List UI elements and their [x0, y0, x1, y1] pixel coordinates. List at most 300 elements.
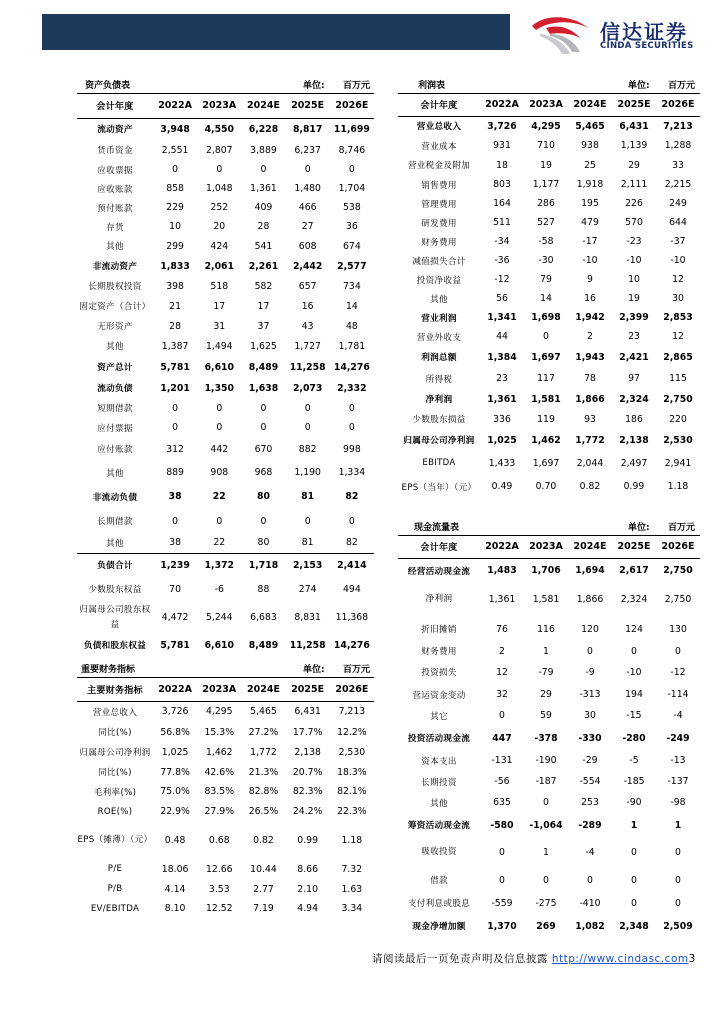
- value-cell: -13: [670, 755, 686, 766]
- value-cell: 20: [213, 221, 226, 232]
- value-cell: 1,361: [487, 393, 517, 405]
- value-cell: 2,324: [619, 393, 649, 405]
- value-cell: -36: [494, 255, 510, 266]
- value-cell: 11,368: [335, 612, 369, 623]
- table-row: [77, 722, 374, 742]
- value-cell: 336: [493, 413, 511, 425]
- value-cell: 0: [675, 897, 681, 909]
- value-cell: 2,551: [161, 144, 189, 156]
- value-cell: 1,866: [576, 594, 604, 605]
- value-cell: 120: [581, 623, 599, 635]
- value-cell: -5: [629, 755, 639, 766]
- value-cell: 2: [587, 331, 593, 342]
- ratios-panel: [77, 656, 374, 918]
- value-cell: 5,781: [160, 639, 190, 651]
- table-row: [77, 899, 374, 918]
- row-label: 折旧摊销: [421, 625, 457, 635]
- value-cell: 3,726: [161, 706, 189, 718]
- value-cell: 37: [257, 320, 270, 332]
- row-label: 净利润: [425, 594, 453, 604]
- value-cell: 889: [166, 467, 184, 478]
- table-row: [398, 429, 700, 451]
- value-cell: 6,228: [248, 123, 279, 135]
- row-label: 应收账款: [97, 184, 133, 195]
- value-cell: 0: [216, 515, 223, 527]
- value-cell: 1.63: [341, 883, 363, 895]
- value-cell: 1.18: [341, 835, 363, 846]
- value-cell: 1,942: [575, 312, 605, 323]
- row-label: 净利润: [425, 395, 453, 405]
- value-cell: 0: [499, 874, 505, 886]
- row-label: 长期股权投资: [88, 282, 142, 292]
- value-cell: 998: [343, 443, 361, 455]
- value-cell: 710: [537, 140, 555, 151]
- cinda-logo-icon: [528, 12, 594, 56]
- page-footer: [372, 951, 696, 966]
- header-year-cell: 2023A: [524, 536, 568, 558]
- value-cell: 9: [587, 274, 593, 285]
- value-cell: 0: [172, 164, 179, 175]
- cashflow-title-row: [398, 514, 700, 536]
- value-cell: 82.1%: [337, 786, 367, 797]
- value-cell: 2,261: [248, 260, 279, 272]
- value-cell: 479: [581, 217, 599, 228]
- table-row: [398, 289, 700, 308]
- value-cell: 1,201: [160, 382, 190, 394]
- value-cell: 582: [254, 280, 273, 292]
- value-cell: 195: [581, 198, 599, 209]
- row-label: ROE(%): [97, 806, 133, 817]
- value-cell: 0: [260, 164, 267, 175]
- value-cell: 27.2%: [248, 726, 279, 738]
- header-year-cell: 2023A: [197, 94, 241, 118]
- value-cell: 15.3%: [204, 726, 235, 738]
- header-year-cell: 2026E: [656, 536, 700, 558]
- value-cell: 10: [169, 221, 182, 232]
- value-cell: 1,918: [576, 179, 604, 190]
- row-label: 归属母公司净利润: [79, 748, 151, 758]
- value-cell: 24.2%: [292, 806, 323, 817]
- value-cell: 0: [304, 402, 311, 414]
- value-cell: 0: [675, 847, 681, 858]
- value-cell: -10: [670, 255, 686, 266]
- value-cell: 5,244: [205, 612, 233, 623]
- value-cell: 1,704: [338, 183, 366, 194]
- table-row: [398, 892, 700, 914]
- value-cell: 570: [625, 217, 643, 228]
- table-row: [77, 336, 374, 356]
- value-cell: 0: [348, 164, 355, 175]
- row-label: 筹资活动现金流: [407, 821, 471, 831]
- value-cell: 0: [675, 874, 681, 886]
- table-row: [77, 256, 374, 276]
- value-cell: 1,190: [294, 467, 321, 478]
- balance-sheet-title-row: [77, 72, 374, 94]
- value-cell: 2: [499, 645, 505, 657]
- value-cell: 18.06: [161, 863, 189, 875]
- value-cell: -12: [670, 666, 686, 678]
- row-label: 研发费用: [421, 218, 457, 229]
- row-label: 其它: [430, 711, 448, 722]
- table-header-row: [77, 94, 374, 118]
- value-cell: 229: [166, 202, 184, 213]
- value-cell: 0: [675, 645, 681, 657]
- row-label: 营运资金变动: [412, 690, 466, 701]
- income-statement-title: 利润表: [418, 81, 446, 91]
- table-row: [77, 859, 374, 879]
- table-row: [398, 327, 700, 346]
- value-cell: 2,530: [663, 434, 693, 446]
- value-cell: 0: [587, 645, 593, 657]
- value-cell: -9: [585, 666, 595, 678]
- row-label: 资产总计: [97, 363, 133, 373]
- value-cell: 0.99: [297, 835, 318, 846]
- table-row: [77, 418, 374, 437]
- value-cell: 494: [343, 583, 361, 595]
- row-label: 长期投资: [421, 777, 457, 788]
- value-cell: 0: [587, 874, 593, 886]
- row-label: 营业外收支: [416, 332, 462, 343]
- row-label: 非流动资产: [92, 262, 138, 272]
- value-cell: 674: [343, 240, 361, 252]
- table-row: [77, 118, 374, 140]
- table-row: [77, 236, 374, 256]
- header-bar: [42, 14, 510, 50]
- value-cell: 6,610: [204, 361, 234, 373]
- row-label: 其他: [430, 798, 448, 809]
- value-cell: 299: [166, 240, 184, 252]
- header-year-cell: 2025E: [612, 536, 656, 558]
- row-label: 销售费用: [421, 180, 457, 191]
- value-cell: -4: [585, 847, 595, 858]
- value-cell: -410: [579, 897, 601, 909]
- value-cell: 0: [348, 402, 355, 414]
- table-row: [398, 792, 700, 813]
- value-cell: 2,215: [664, 179, 692, 190]
- value-cell: 81: [301, 491, 315, 502]
- table-row: [77, 762, 374, 782]
- row-label: 负债合计: [77, 553, 153, 577]
- value-cell: 1: [543, 645, 549, 657]
- row-label: 营业总收入: [416, 122, 462, 133]
- value-cell: 3,726: [487, 120, 517, 132]
- value-cell: -289: [578, 819, 602, 831]
- value-cell: 1,334: [338, 467, 366, 478]
- row-label: 存货: [106, 222, 124, 233]
- value-cell: 80: [256, 491, 270, 502]
- table-row: [77, 701, 374, 722]
- value-cell: 23: [628, 331, 640, 342]
- value-cell: 1,727: [294, 340, 321, 352]
- table-row: [398, 251, 700, 270]
- value-cell: 249: [669, 198, 687, 209]
- value-cell: 409: [254, 202, 273, 213]
- value-cell: -10: [626, 255, 642, 266]
- value-cell: 6,237: [294, 144, 321, 156]
- value-cell: 38: [168, 491, 182, 502]
- value-cell: 1,025: [487, 434, 517, 446]
- value-cell: -12: [494, 274, 510, 285]
- table-row: [398, 726, 700, 750]
- value-cell: 1,625: [250, 340, 277, 352]
- value-cell: 1,177: [532, 179, 560, 190]
- value-cell: 22.9%: [160, 806, 190, 817]
- company-logo: [528, 12, 708, 56]
- value-cell: -10: [582, 255, 598, 266]
- ratios-table: [77, 678, 374, 918]
- value-cell: -131: [491, 755, 513, 766]
- row-label: 长期借款: [97, 517, 133, 527]
- table-row: [398, 116, 700, 136]
- row-label: 货币资金: [97, 146, 133, 156]
- value-cell: 124: [625, 623, 643, 635]
- value-cell: 1,698: [531, 312, 561, 323]
- value-cell: 0: [499, 847, 505, 858]
- row-label: EPS（摊薄）（元）: [77, 835, 153, 845]
- value-cell: -114: [667, 689, 689, 700]
- value-cell: 82: [345, 537, 358, 549]
- value-cell: 23: [496, 373, 508, 384]
- value-cell: 0.82: [579, 481, 601, 492]
- value-cell: 29: [628, 159, 640, 171]
- row-label: 投资净收益: [416, 275, 462, 286]
- value-cell: 14: [345, 300, 358, 312]
- row-label: 固定资产（合计）: [79, 302, 151, 312]
- value-cell: 16: [584, 293, 596, 304]
- table-row: [77, 179, 374, 198]
- value-cell: 43: [301, 320, 314, 332]
- value-cell: 6,683: [250, 612, 277, 623]
- value-cell: 424: [210, 240, 229, 252]
- value-cell: 2,348: [619, 920, 649, 932]
- table-row: [77, 217, 374, 236]
- value-cell: 252: [210, 202, 229, 213]
- cashflow-unit-label: 单位:: [628, 523, 650, 533]
- header-year-cell: 2024E: [568, 94, 612, 116]
- value-cell: 2,138: [294, 746, 321, 758]
- value-cell: 18.3%: [337, 766, 367, 778]
- table-row: [398, 705, 700, 726]
- row-label: 利润总额: [421, 353, 457, 363]
- table-row: [398, 868, 700, 892]
- value-cell: 81: [301, 537, 314, 549]
- value-cell: 527: [537, 217, 555, 228]
- value-cell: 1,718: [241, 553, 285, 577]
- row-label: 应付账款: [97, 445, 133, 455]
- value-cell: -313: [579, 689, 601, 700]
- value-cell: 22: [212, 491, 226, 502]
- value-cell: 70: [169, 583, 182, 595]
- value-cell: 164: [493, 198, 511, 209]
- table-row: [398, 213, 700, 232]
- value-cell: 4,295: [205, 706, 233, 718]
- value-cell: -4: [673, 710, 683, 721]
- value-cell: 1,483: [487, 565, 517, 577]
- value-cell: 538: [343, 202, 361, 213]
- value-cell: 0: [216, 402, 223, 414]
- row-label: 营业利润: [421, 313, 457, 324]
- row-label: 无形资产: [97, 322, 133, 332]
- income-statement-title-row: [398, 72, 700, 94]
- table-row: [77, 801, 374, 822]
- value-cell: 28: [257, 221, 270, 232]
- value-cell: 130: [669, 623, 687, 635]
- value-cell: 1: [674, 819, 682, 831]
- cashflow-title: 现金流量表: [414, 523, 460, 533]
- row-label: EPS（当年）（元）: [401, 482, 477, 493]
- value-cell: 0: [216, 164, 223, 175]
- value-cell: 77.8%: [160, 766, 190, 778]
- value-cell: 0: [260, 515, 267, 527]
- table-row: [77, 577, 374, 601]
- value-cell: 8,489: [248, 361, 279, 373]
- table-row: [77, 356, 374, 378]
- table-row: [398, 389, 700, 409]
- value-cell: 1,772: [575, 434, 605, 446]
- value-cell: 1,372: [197, 553, 241, 577]
- table-row: [398, 232, 700, 251]
- value-cell: 1,581: [532, 594, 560, 605]
- balance-sheet-table: [77, 94, 374, 656]
- value-cell: 21.3%: [248, 766, 279, 778]
- header-label-cell: 会计年度: [77, 94, 153, 118]
- row-label: 其他: [106, 468, 124, 479]
- value-cell: 1,387: [161, 340, 189, 352]
- value-cell: 1,361: [250, 183, 277, 194]
- header-year-cell: 2025E: [612, 94, 656, 116]
- value-cell: 0.48: [164, 835, 186, 846]
- row-label: 投资活动现金流: [407, 734, 471, 744]
- table-row: [77, 378, 374, 398]
- row-label: 非流动负债: [92, 492, 138, 503]
- header-year-cell: 2022A: [480, 536, 524, 558]
- table-row: [398, 175, 700, 194]
- row-label: 预付账款: [97, 203, 133, 214]
- value-cell: 0: [304, 164, 311, 175]
- value-cell: 14: [540, 293, 552, 304]
- value-cell: 10.44: [250, 863, 277, 875]
- value-cell: -137: [667, 776, 689, 787]
- value-cell: 1,462: [531, 434, 561, 446]
- value-cell: -23: [626, 236, 642, 247]
- value-cell: 7.32: [341, 863, 363, 875]
- value-cell: 1,697: [531, 351, 561, 363]
- table-row: [398, 136, 700, 155]
- value-cell: 22: [213, 537, 226, 549]
- value-cell: 1,697: [532, 457, 560, 469]
- value-cell: 26.5%: [248, 806, 279, 817]
- value-cell: 1,139: [620, 140, 648, 151]
- value-cell: 17: [213, 300, 226, 312]
- header-year-cell: 2024E: [241, 94, 285, 118]
- header-year-cell: 2024E: [568, 536, 612, 558]
- value-cell: 1,370: [487, 920, 517, 932]
- value-cell: -580: [490, 819, 514, 831]
- value-cell: 1,361: [488, 594, 516, 605]
- value-cell: 22.3%: [337, 806, 367, 817]
- value-cell: 3.53: [208, 883, 230, 895]
- table-row: [77, 276, 374, 296]
- table-row: [77, 140, 374, 160]
- table-row: [398, 194, 700, 213]
- value-cell: 20.7%: [292, 766, 323, 778]
- header-year-cell: 2022A: [480, 94, 524, 116]
- value-cell: 83.5%: [204, 786, 235, 797]
- value-cell: 115: [669, 373, 687, 384]
- header-label-cell: 会计年度: [398, 94, 480, 116]
- website-link[interactable]: http://www.cindasc.com: [551, 953, 689, 965]
- value-cell: 3,889: [250, 144, 277, 156]
- logo-text-en: CINDA SECURITIES: [600, 41, 694, 51]
- table-row: [77, 634, 374, 656]
- value-cell: 882: [298, 443, 317, 455]
- table-row: [398, 583, 700, 616]
- value-cell: 117: [537, 373, 555, 384]
- value-cell: -15: [626, 710, 642, 721]
- row-label: 其他: [106, 342, 124, 352]
- value-cell: 93: [584, 413, 596, 425]
- value-cell: 2,138: [619, 434, 649, 446]
- table-row: [77, 198, 374, 217]
- value-cell: 220: [669, 413, 687, 425]
- value-cell: 657: [298, 280, 317, 292]
- row-label: 财务费用: [421, 237, 457, 248]
- value-cell: 0.82: [253, 835, 274, 846]
- table-row: [398, 308, 700, 327]
- value-cell: 56.8%: [160, 726, 190, 738]
- value-cell: 2,153: [286, 553, 330, 577]
- row-label: P/E: [107, 864, 123, 874]
- value-cell: 7,213: [663, 120, 693, 132]
- value-cell: 1,350: [204, 382, 234, 394]
- value-cell: 2,421: [619, 351, 649, 363]
- value-cell: 12.2%: [337, 726, 367, 738]
- value-cell: 4.94: [297, 903, 318, 914]
- row-label: 短期借款: [97, 404, 133, 414]
- row-label: 同比(%): [98, 768, 132, 778]
- value-cell: 0: [631, 897, 637, 909]
- value-cell: -1,064: [529, 819, 563, 831]
- value-cell: -98: [670, 797, 686, 808]
- value-cell: 1,288: [664, 140, 692, 151]
- value-cell: 27.9%: [204, 806, 235, 817]
- table-row: [77, 553, 374, 577]
- value-cell: 16: [301, 300, 314, 312]
- value-cell: 2,509: [663, 920, 693, 932]
- table-row: [77, 398, 374, 418]
- income-statement-panel: [398, 72, 700, 498]
- table-row: [398, 837, 700, 868]
- value-cell: 0.99: [623, 481, 645, 492]
- row-label: 应付票据: [97, 423, 133, 434]
- value-cell: 1,048: [205, 183, 233, 194]
- value-cell: 2,750: [663, 565, 693, 577]
- value-cell: -90: [626, 797, 642, 808]
- value-cell: 1,480: [294, 183, 321, 194]
- header-year-cell: 2022A: [153, 94, 197, 118]
- value-cell: 1,781: [338, 340, 366, 352]
- row-label: 流动负债: [97, 384, 133, 394]
- row-label: 归属母公司净利润: [403, 436, 475, 446]
- table-row: [398, 914, 700, 938]
- value-cell: 8,489: [248, 639, 279, 651]
- value-cell: 398: [166, 280, 184, 292]
- cashflow-table: [398, 536, 700, 938]
- value-cell: 0: [348, 515, 355, 527]
- value-cell: 2,442: [292, 260, 323, 272]
- value-cell: 0: [631, 645, 637, 657]
- page-number: 3: [688, 953, 696, 965]
